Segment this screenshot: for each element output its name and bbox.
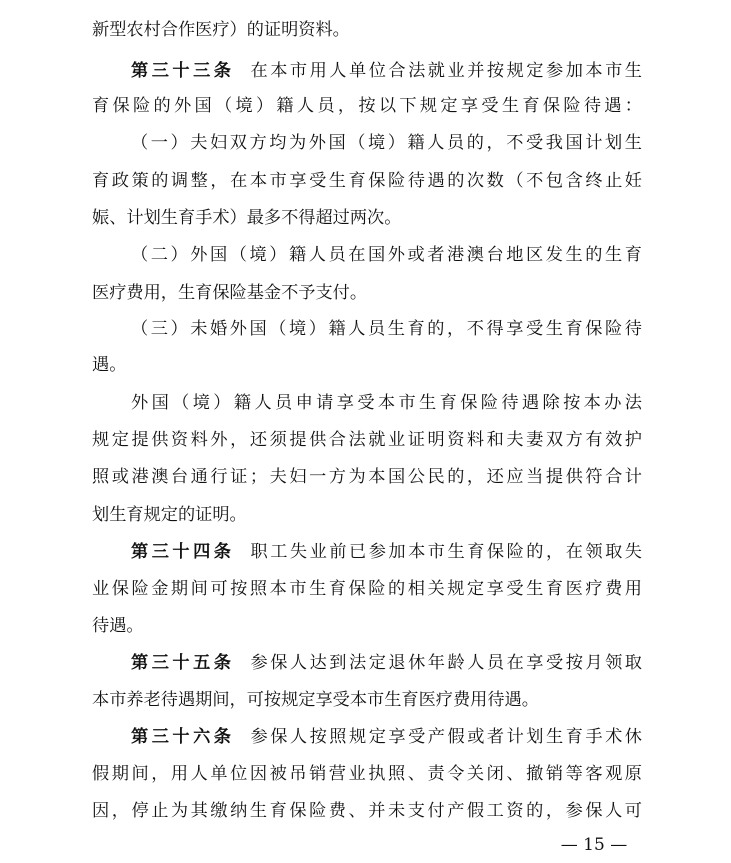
text-line: 假期间，用人单位因被吊销营业执照、责令关闭、撤销等客观原: [92, 764, 642, 784]
article-33-line-1: [131, 58, 642, 84]
text-line: 照或港澳台通行证；夫妇一方为本国公民的，还应当提供符合计: [92, 467, 642, 487]
text-line: 规定提供资料外，还须提供合法就业证明资料和夫妻双方有效护: [92, 430, 642, 450]
article-33-label: 第三十三条: [131, 61, 235, 81]
article-34-text: 职工失业前已参加本市生育保险的，在领取失: [250, 542, 642, 562]
item-2-line-1: （二）外国（境）籍人员在国外或者港澳台地区发生的生育: [131, 245, 642, 265]
text-line: 遇。: [92, 355, 127, 375]
article-35-text: 参保人达到法定退休年龄人员在享受按月领取: [250, 653, 642, 673]
text-line: 育政策的调整，在本市享受生育保险待遇的次数（不包含终止妊: [92, 171, 642, 191]
item-1-line-1: （一）夫妇双方均为外国（境）籍人员的，不受我国计划生: [131, 133, 642, 153]
text-line: 划生育规定的证明。: [92, 505, 247, 525]
article-34-label: 第三十四条: [131, 542, 235, 562]
article-35-line-1: [131, 650, 642, 676]
page-number: — 15 —: [560, 835, 628, 855]
text-line: 医疗费用，生育保险基金不予支付。: [92, 283, 368, 303]
article-36-label: 第三十六条: [131, 727, 235, 747]
article-34-line-1: [131, 539, 642, 565]
text-line: 育保险的外国（境）籍人员，按以下规定享受生育保险待遇：: [92, 96, 642, 116]
paragraph-line-1: 外国（境）籍人员申请享受本市生育保险待遇除按本办法: [131, 393, 642, 413]
text-line: 业保险金期间可按照本市生育保险的相关规定享受生育医疗费用: [92, 579, 642, 599]
text-line: 新型农村合作医疗）的证明资料。: [92, 20, 350, 40]
text-line: 娠、计划生育手术）最多不得超过两次。: [92, 208, 402, 228]
article-36-text: 参保人按照规定享受产假或者计划生育手术休: [250, 727, 642, 747]
text-line: 待遇。: [92, 616, 144, 636]
article-35-label: 第三十五条: [131, 653, 235, 673]
article-33-text: 在本市用人单位合法就业并按规定参加本市生: [250, 61, 642, 81]
item-3-line-1: （三）未婚外国（境）籍人员生育的，不得享受生育保险待: [131, 319, 642, 339]
article-36-line-1: [131, 724, 642, 750]
text-line: 本市养老待遇期间，可按规定享受本市生育医疗费用待遇。: [92, 690, 539, 710]
text-line: 因，停止为其缴纳生育保险费、并未支付产假工资的，参保人可: [92, 801, 642, 821]
